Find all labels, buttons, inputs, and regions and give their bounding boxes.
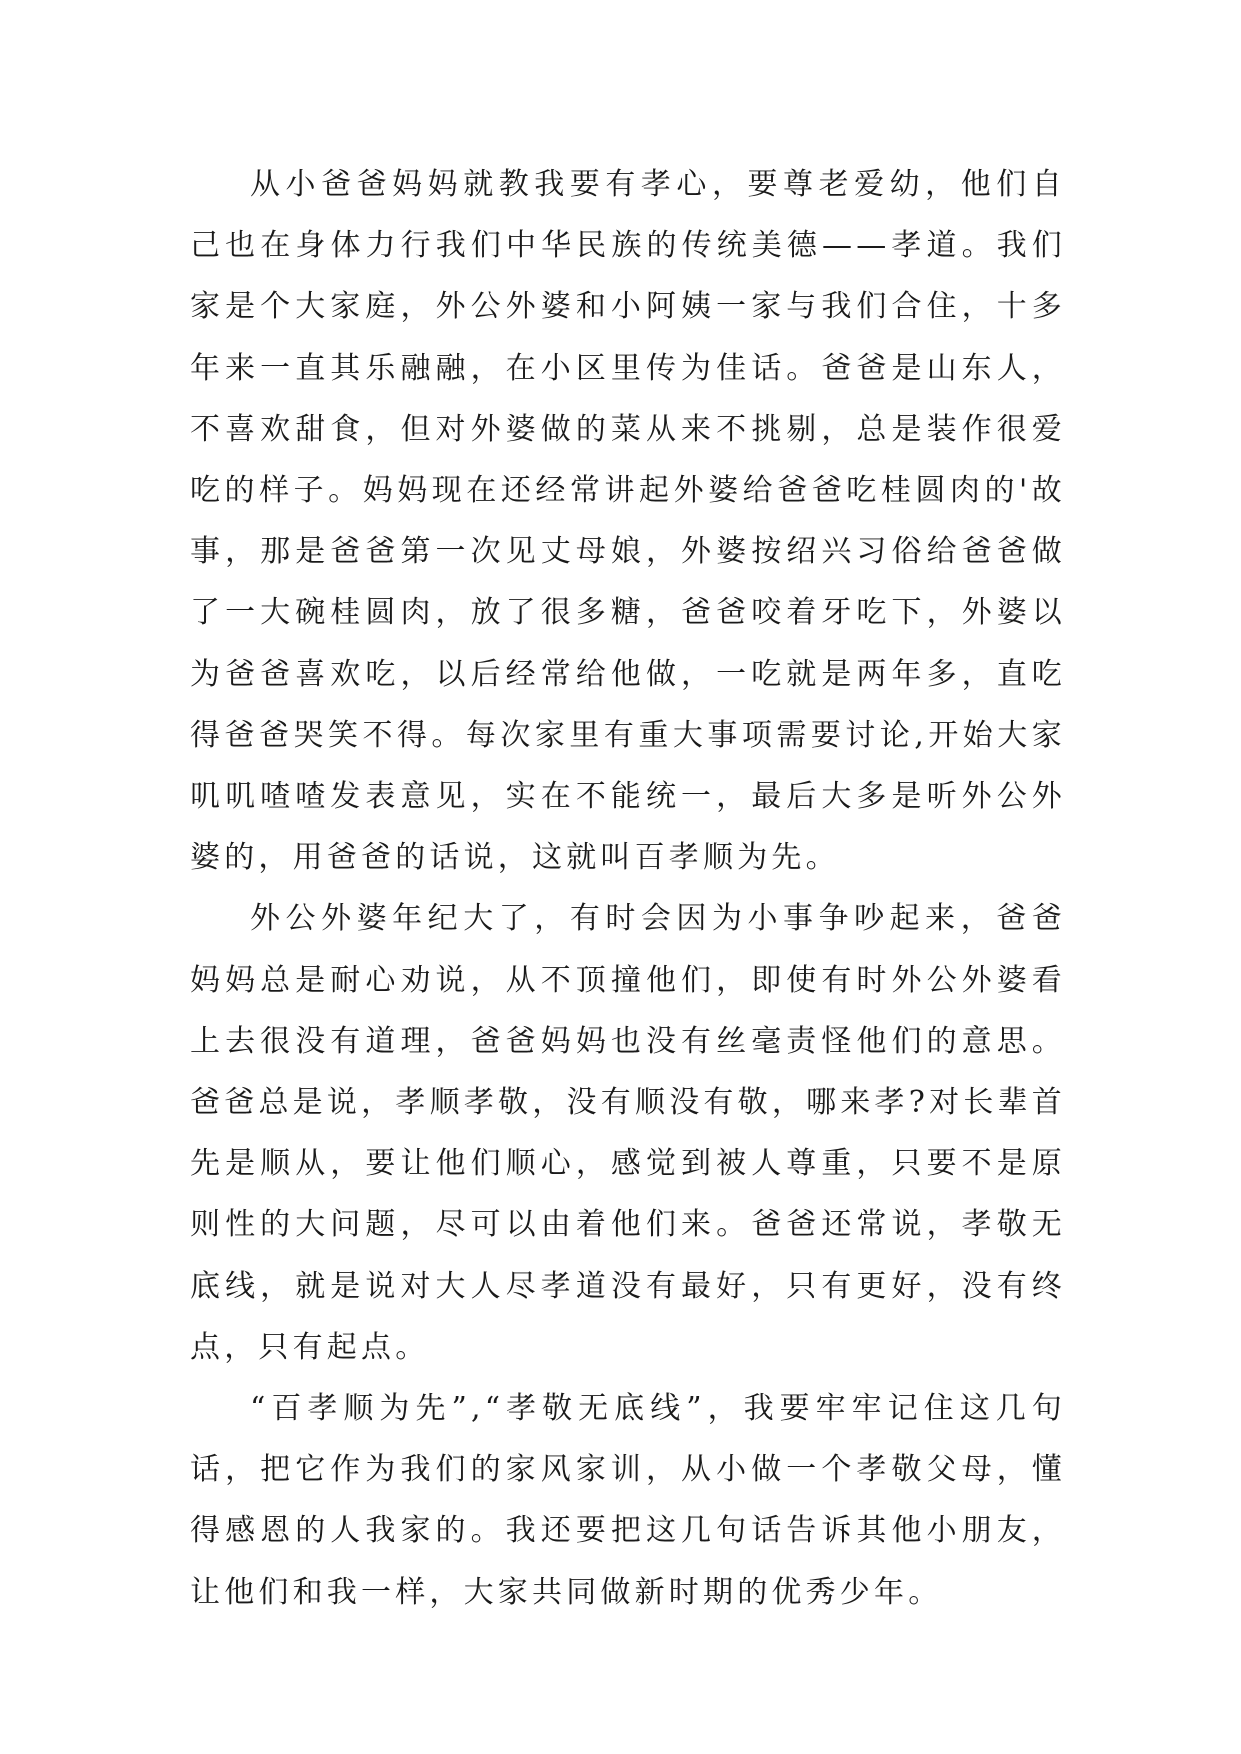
paragraph-2: 外公外婆年纪大了，有时会因为小事争吵起来，爸爸妈妈总是耐心劝说，从不顶撞他们，即使有时外公外婆看上去很没有道理，爸爸妈妈也没有丝毫责怪他们的意思。爸爸总是说，孝顺孝敬，没有顺没有敬，哪来孝?对长辈首先是顺从，要让他们顺心，感觉到被人尊重，只要不是原则性的大问题，尽可以由着他们来。爸爸还常说，孝敬无底线，就是说对大人尽孝道没有最好，只有更好，没有终点，只有起点。 [190, 901, 1066, 1365]
paragraph-3: “百孝顺为先”,“孝敬无底线”，我要牢牢记住这几句话，把它作为我们的家风家训，从小做一个孝敬父母，懂得感恩的人我家的。我还要把这几句话告诉其他小朋友，让他们和我一样，大家共同做新时期的优秀少年。 [190, 1391, 1066, 1610]
document-body [190, 154, 1066, 1623]
paragraph-1: 从小爸爸妈妈就教我要有孝心，要尊老爱幼，他们自己也在身体力行我们中华民族的传统美德——孝道。我们家是个大家庭，外公外婆和小阿姨一家与我们合住，十多年来一直其乐融融，在小区里传为佳话。爸爸是山东人，不喜欢甜食，但对外婆做的菜从来不挑剔，总是装作很爱吃的样子。妈妈现在还经常讲起外婆给爸爸吃桂圆肉的'故事，那是爸爸第一次见丈母娘，外婆按绍兴习俗给爸爸做了一大碗桂圆肉，放了很多糖，爸爸咬着牙吃下，外婆以为爸爸喜欢吃，以后经常给他做，一吃就是两年多，直吃得爸爸哭笑不得。每次家里有重大事项需要讨论,开始大家叽叽喳喳发表意见，实在不能统一，最后大多是听外公外婆的，用爸爸的话说，这就叫百孝顺为先。 [190, 167, 1066, 876]
